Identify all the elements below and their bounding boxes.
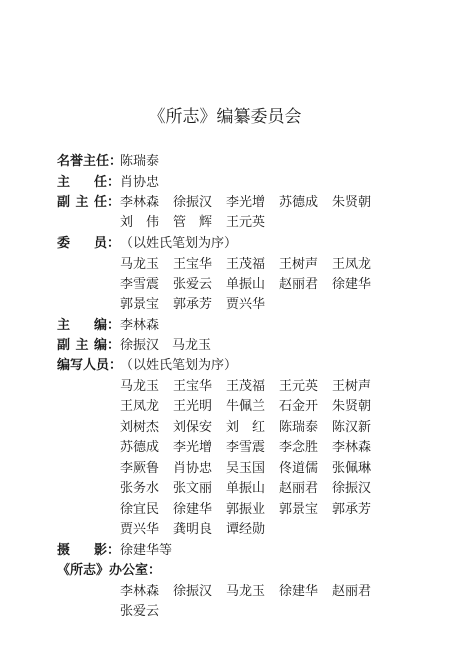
person-name: 徐振汉 [332,481,372,496]
members-label-char: 员： [93,236,120,251]
members-names-line [120,295,279,315]
person-name: 郭振业 [226,502,266,517]
person-name: 马龙玉 [120,257,160,272]
vice-chair-label-char: 副 [57,195,71,210]
editor-label-char: 编： [93,318,120,333]
members-names-line [120,255,385,275]
person-name: 李光增 [226,195,266,210]
person-name: 王宝华 [173,257,213,272]
deputy-editor-value: 徐振汉 马龙玉 [120,338,212,353]
person-name: 李雪震 [120,277,160,292]
person-name: 苏德成 [120,440,160,455]
writers-names-line [120,438,385,458]
deputy-editor-label [57,336,120,356]
page-title: 《所志》编纂委员会 [148,107,302,127]
person-name: 张文丽 [173,481,213,496]
person-name: 赵丽君 [279,277,319,292]
person-name: 李林森 [332,440,372,455]
person-name: 郭景宝 [120,297,160,312]
members-label-char: 委 [57,236,71,251]
office-names-line [120,582,385,602]
person-name: 刘 红 [226,420,266,435]
vice-chair-label-char: 任： [93,195,120,210]
photography-label-char: 摄 [57,543,71,558]
office-label: 《所志》办公室： [57,563,162,578]
vice-chair-names-line [120,193,385,213]
person-name: 王茂福 [226,257,266,272]
person-name: 刘树杰 [120,420,160,435]
editor-in-chief-label [57,316,120,336]
person-name: 李林森 [120,195,160,210]
person-name: 王凤龙 [332,257,372,272]
person-name: 郭景宝 [279,502,319,517]
person-name: 王光明 [173,399,213,414]
deputy-editor-label-char: 主 [75,338,89,353]
writers-names-line [120,397,385,417]
person-name: 徐振汉 [173,195,213,210]
person-name: 贾兴华 [120,522,160,537]
person-name: 单振山 [226,481,266,496]
photography-label [57,541,120,561]
writers-names-line [120,459,385,479]
editor-label-char: 主 [57,318,71,333]
vice-chair-label-char: 主 [75,195,89,210]
person-name: 管 辉 [173,215,213,230]
deputy-editor-label-char: 副 [57,338,71,353]
writers-names-line [120,377,385,397]
members-names-line [120,275,385,295]
photography-label-char: 影： [93,543,120,558]
writers-names-line [120,520,279,540]
person-name: 马龙玉 [120,379,160,394]
person-name: 单振山 [226,277,266,292]
person-name: 张务水 [120,481,160,496]
person-name: 郭承芳 [332,502,372,517]
writers-names-line [120,500,385,520]
writers-names-line [120,479,385,499]
person-name: 徐建华 [332,277,372,292]
person-name: 王茂福 [226,379,266,394]
person-name: 牛佩兰 [226,399,266,414]
editor-in-chief-value: 李林森 [120,318,160,333]
person-name: 王宝华 [173,379,213,394]
person-name: 刘 伟 [120,215,160,230]
vice-chair-names-line [120,213,279,233]
person-name: 张佩琳 [332,461,372,476]
members-label [57,234,120,254]
members-note: （以姓氏笔划为序） [120,236,238,251]
vice-chair-label [57,193,120,213]
person-name: 赵丽君 [332,584,372,599]
chair-label [57,173,120,193]
person-name: 王元英 [226,215,266,230]
person-name: 谭经勋 [226,522,266,537]
writers-label: 编写人员： [57,358,123,373]
person-name: 马龙玉 [226,584,266,599]
person-name: 王树声 [279,257,319,272]
person-name: 刘保安 [173,420,213,435]
chair-value: 肖协忠 [120,175,160,190]
chair-label-char: 任： [93,175,120,190]
person-name: 陈汉新 [332,420,372,435]
person-name: 贾兴华 [226,297,266,312]
person-name: 徐振汉 [173,584,213,599]
person-name: 陈瑞泰 [279,420,319,435]
person-name: 龚明良 [173,522,213,537]
writers-names-line [120,418,385,438]
person-name: 肖协忠 [173,461,213,476]
chair-label-char: 主 [57,175,71,190]
person-name: 佟道儒 [279,461,319,476]
person-name: 李厥鲁 [120,461,160,476]
deputy-editor-label-char: 编： [93,338,120,353]
person-name: 徐建华 [279,584,319,599]
honorary-chair-value: 陈瑞泰 [120,154,160,169]
person-name: 张爱云 [173,277,213,292]
person-name: 吴玉国 [226,461,266,476]
photography-value: 徐建华等 [120,543,173,558]
person-name: 徐建华 [173,502,213,517]
person-name: 郭承芳 [173,297,213,312]
person-name: 朱贤朝 [332,195,372,210]
person-name: 王元英 [279,379,319,394]
person-name: 李光增 [173,440,213,455]
person-name: 王凤龙 [120,399,160,414]
person-name: 石金开 [279,399,319,414]
person-name: 李念胜 [279,440,319,455]
person-name: 朱贤朝 [332,399,372,414]
office-names-line [120,602,173,622]
person-name: 李林森 [120,584,160,599]
writers-note: （以姓氏笔划为序） [120,358,238,373]
honorary-chair-label: 名誉主任： [57,154,123,169]
person-name: 赵丽君 [279,481,319,496]
person-name: 张爱云 [120,604,160,619]
person-name: 徐宜民 [120,502,160,517]
person-name: 苏德成 [279,195,319,210]
person-name: 李雪震 [226,440,266,455]
person-name: 王树声 [332,379,372,394]
